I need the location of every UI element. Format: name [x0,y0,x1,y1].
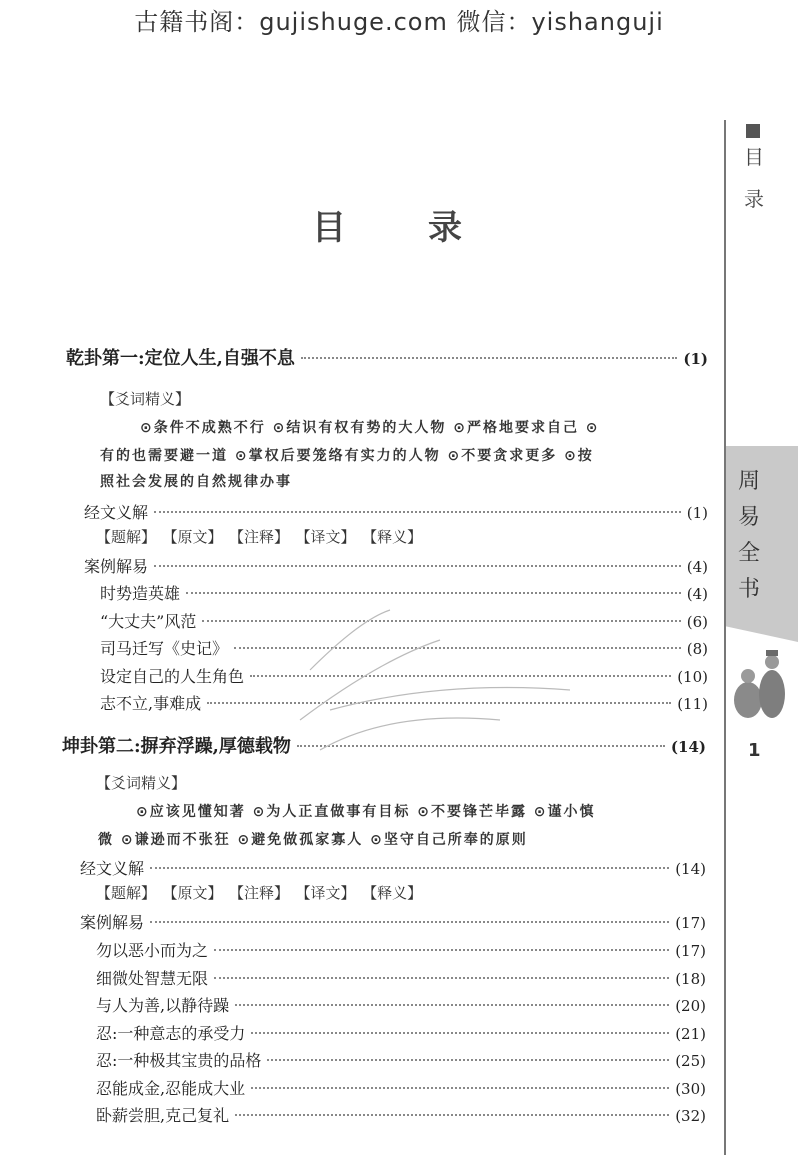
leader-dots [235,1004,669,1006]
case-label: 勿以恶小而为之 [96,941,209,960]
case-label: 忍:一种极其宝贵的品格 [96,1051,262,1070]
side-book-tab [726,446,798,642]
tag: 【注释】 [236,884,290,902]
toc-case-item[interactable] [96,1103,706,1126]
toc-case-item[interactable] [100,636,708,659]
terracotta-figures-illustration [730,640,792,720]
case-label: 忍能成金,忍能成大业 [96,1078,246,1098]
page-ref: (17) [675,914,706,932]
leader-dots [251,1032,669,1034]
page-title [312,200,544,249]
leader-dots [202,620,680,622]
tag-row [96,882,436,903]
tag: 【释义】 [369,884,423,902]
vertical-rule [724,120,726,1155]
page-ref: (8) [686,640,708,658]
page-ref: (4) [686,585,708,603]
leader-dots [150,921,669,923]
book-char: 易 [738,505,761,530]
side-section-char-2: 录 [744,187,764,211]
yaoci-label: 【爻词精义】 [96,774,187,792]
title-char: 目 [312,208,428,248]
section-label: 案例解易 [80,913,145,932]
leader-dots [297,745,665,747]
toc-case-item[interactable] [96,993,706,1016]
chapter-title: 坤卦第二:摒弃浮躁,厚德载物 [62,736,291,757]
leader-dots [234,647,681,649]
page-ref: (1) [686,504,708,522]
toc-anli-2[interactable] [80,910,706,933]
yaoci-line: ⊙应该见懂知著 ⊙为人正直做事有目标 ⊙不要锋芒毕露 ⊙谨小慎 [136,804,596,820]
toc-case-item[interactable] [96,1021,706,1044]
leader-dots [150,867,669,869]
page-ref: (25) [675,1052,706,1070]
toc-case-item[interactable] [96,966,706,989]
page-ref: (18) [675,969,706,988]
case-label: 忍:一种意志的承受力 [96,1023,246,1043]
book-char: 全 [738,541,761,566]
side-section-title [744,136,764,220]
toc-jingwen-2[interactable] [80,856,706,879]
case-label: 司马迁写《史记》 [100,639,229,658]
tag: 【原文】 [170,528,223,546]
tag-row [96,526,436,547]
leader-dots [186,592,681,594]
yaoci-line: 照社会发展的自然规律办事 [100,474,292,490]
toc-case-item[interactable] [96,938,706,961]
page-ref: (14) [675,860,706,878]
page-ref: (1) [683,350,708,368]
page-ref: (11) [677,695,708,713]
leader-dots [214,949,669,951]
leader-dots [301,357,677,359]
book-char: 周 [738,469,761,494]
page-ref: (17) [675,942,706,960]
page-ref: (10) [677,667,708,686]
toc-chapter-2[interactable] [62,732,706,758]
page-ref: (4) [686,558,708,576]
leader-dots [251,1087,669,1089]
section-label: 经文义解 [84,503,149,522]
side-section-char-1: 目 [744,145,764,169]
page-ref: (21) [675,1024,706,1043]
case-label: 与人为善,以静待躁 [96,996,230,1015]
leader-dots [154,565,681,567]
leader-dots [267,1059,669,1061]
case-label: “大丈夫”风范 [100,611,197,631]
page-number: 1 [748,740,761,761]
chapter-title: 乾卦第一:定位人生,自强不息 [66,348,295,369]
toc-chapter-1[interactable] [66,344,708,370]
toc-case-item[interactable] [96,1076,706,1099]
section-label: 案例解易 [84,557,149,576]
yaoci-line: 有的也需要避一道 ⊙掌权后要笼络有实力的人物 ⊙不要贪求更多 ⊙按 [100,448,594,464]
case-label: 志不立,事难成 [100,694,202,713]
case-label: 细微处智慧无限 [96,968,209,988]
tag: 【译文】 [303,884,356,902]
tag: 【原文】 [170,884,223,902]
toc-case-item[interactable] [96,1048,706,1071]
watermark-header: 古籍书阁：gujishuge.com 微信：yishanguji [134,8,664,36]
toc-anli-1[interactable] [84,554,708,577]
yaoci-line: 微 ⊙谦逊而不张狂 ⊙避免做孤家寡人 ⊙坚守自己所奉的原则 [98,832,528,848]
tag: 【题解】 [96,884,157,902]
page-ref: (20) [675,997,706,1015]
toc-case-item[interactable] [100,581,708,604]
leader-dots [214,977,669,979]
page-ref: (14) [670,738,706,756]
page-ref: (32) [675,1107,706,1125]
leader-dots [235,1114,669,1116]
toc-case-item[interactable] [100,664,708,687]
tag: 【题解】 [96,528,157,546]
page-ref: (6) [686,612,708,631]
tag: 【注释】 [236,528,290,546]
toc-case-item[interactable] [100,609,708,632]
yaoci-label: 【爻词精义】 [100,390,191,408]
toc-jingwen-1[interactable] [84,500,708,523]
case-label: 设定自己的人生角色 [100,666,245,686]
leader-dots [207,702,671,704]
title-char: 录 [428,208,544,248]
book-char: 书 [738,577,761,602]
toc-case-item[interactable] [100,691,708,714]
leader-dots [154,511,681,513]
tag: 【译文】 [303,528,356,546]
yaoci-line: ⊙条件不成熟不行 ⊙结识有权有势的大人物 ⊙严格地要求自己 ⊙ [140,420,600,436]
case-label: 时势造英雄 [100,584,181,603]
tag: 【释义】 [369,528,423,546]
section-label: 经文义解 [80,859,145,878]
page-ref: (30) [675,1079,706,1098]
case-label: 卧薪尝胆,克己复礼 [96,1106,230,1125]
leader-dots [250,675,671,677]
side-book-title [738,464,760,608]
